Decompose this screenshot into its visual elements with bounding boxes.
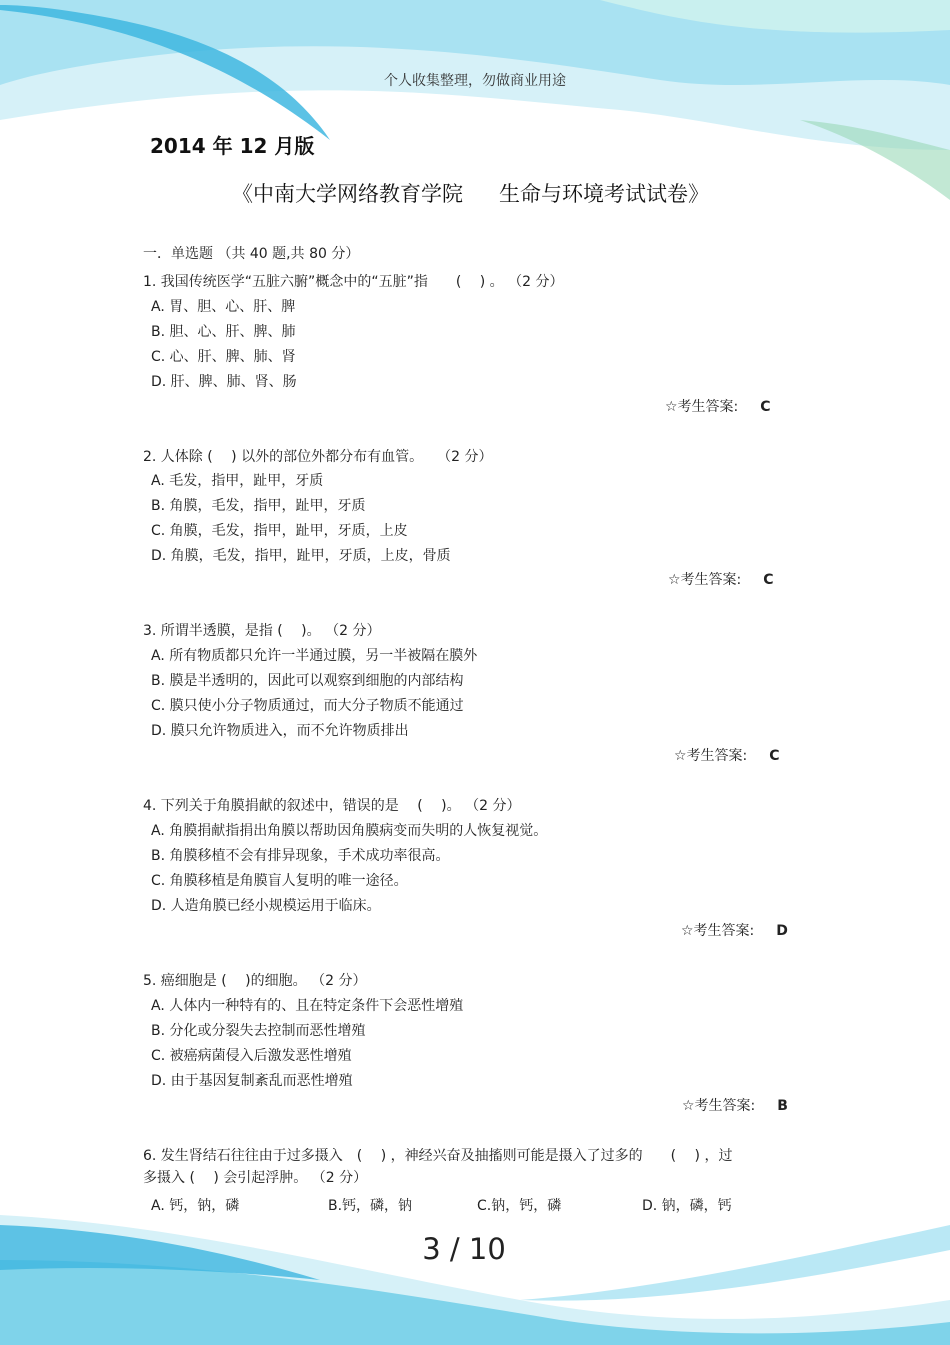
option-c: C. 被癌病菌侵入后激发恶性增殖: [151, 1048, 352, 1064]
answer-line: [665, 396, 771, 416]
answer-value: B: [777, 1098, 788, 1114]
edition-label: 2014 年 12 月版: [150, 134, 315, 158]
question-stem: 5. 癌细胞是 ( )的细胞。 （2 分）: [143, 973, 367, 989]
title-right: 生命与环境考试试卷》: [499, 182, 709, 206]
option-c: C. 膜只使小分子物质通过，而大分子物质不能通过: [151, 698, 464, 714]
option-c: C. 角膜移植是角膜盲人复明的唯一途径。: [151, 873, 408, 889]
page-number: 3 / 10: [422, 1232, 506, 1266]
option-a: A. 毛发，指甲，趾甲，牙质: [151, 473, 324, 489]
watermark-text: 个人收集整理，勿做商业用途: [384, 73, 566, 89]
answer-line: [681, 920, 788, 940]
question-stem: 4. 下列关于角膜捐献的叙述中，错误的是 ( )。 （2 分）: [143, 798, 521, 814]
answer-label: ☆考生答案:: [681, 923, 755, 939]
answer-value: C: [769, 748, 780, 764]
option-a: A. 胃、胆、心、肝、脾: [151, 299, 296, 315]
question-stem: 3. 所谓半透膜，是指 ( )。 （2 分）: [143, 623, 381, 639]
question-stem-line1: 6. 发生肾结石往往由于过多摄入 ( ) ，神经兴奋及抽搐则可能是摄入了过多的 ( ) ，过: [143, 1148, 733, 1164]
answer-value: C: [763, 572, 774, 588]
page-title: [232, 178, 709, 208]
option-d: D. 肝、脾、肺、肾、肠: [151, 374, 297, 390]
answer-label: ☆考生答案:: [668, 572, 742, 588]
option-d: D. 由于基因复制紊乱而恶性增殖: [151, 1073, 353, 1089]
option-b: B. 胆、心、肝、脾、肺: [151, 324, 296, 340]
option-d: D. 人造角膜已经小规模运用于临床。: [151, 898, 381, 914]
option-c: C.钠，钙，磷: [477, 1198, 562, 1214]
answer-value: D: [776, 923, 788, 939]
option-b: B. 角膜，毛发，指甲，趾甲，牙质: [151, 498, 366, 514]
title-left: 《中南大学网络教育学院: [232, 182, 463, 206]
answer-line: [682, 1095, 788, 1115]
option-c: C. 心、肝、脾、肺、肾: [151, 349, 296, 365]
option-a: A. 人体内一种特有的、且在特定条件下会恶性增殖: [151, 998, 464, 1014]
option-b: B. 角膜移植不会有排异现象，手术成功率很高。: [151, 848, 450, 864]
answer-label: ☆考生答案:: [682, 1098, 756, 1114]
option-c: C. 角膜，毛发，指甲，趾甲，牙质，上皮: [151, 523, 408, 539]
option-d: D. 膜只允许物质进入，而不允许物质排出: [151, 723, 409, 739]
section-heading: 一．单选题 （共 40 题,共 80 分）: [143, 246, 360, 262]
option-b: B. 膜是半透明的，因此可以观察到细胞的内部结构: [151, 673, 464, 689]
question-stem: 2. 人体除 ( ) 以外的部位外都分布有血管。 （2 分）: [143, 449, 493, 465]
option-d: D. 钠，磷，钙: [642, 1198, 732, 1214]
option-b: B. 分化或分裂失去控制而恶性增殖: [151, 1023, 366, 1039]
answer-value: C: [760, 399, 771, 415]
option-a: A. 角膜捐献指捐出角膜以帮助因角膜病变而失明的人恢复视觉。: [151, 823, 548, 839]
answer-line: [674, 745, 780, 765]
answer-line: [668, 569, 774, 589]
option-a: A. 所有物质都只允许一半通过膜，另一半被隔在膜外: [151, 648, 478, 664]
option-a: A. 钙，钠，磷: [151, 1198, 240, 1214]
answer-label: ☆考生答案:: [665, 399, 739, 415]
question-stem: 1. 我国传统医学“五脏六腑”概念中的“五脏”指 ( ) 。 （2 分）: [143, 274, 564, 290]
answer-label: ☆考生答案:: [674, 748, 748, 764]
option-b: B.钙，磷，钠: [328, 1198, 413, 1214]
question-stem-line2: 多摄入 ( ) 会引起浮肿。 （2 分）: [143, 1170, 368, 1186]
option-d: D. 角膜，毛发，指甲，趾甲，牙质，上皮，骨质: [151, 548, 451, 564]
